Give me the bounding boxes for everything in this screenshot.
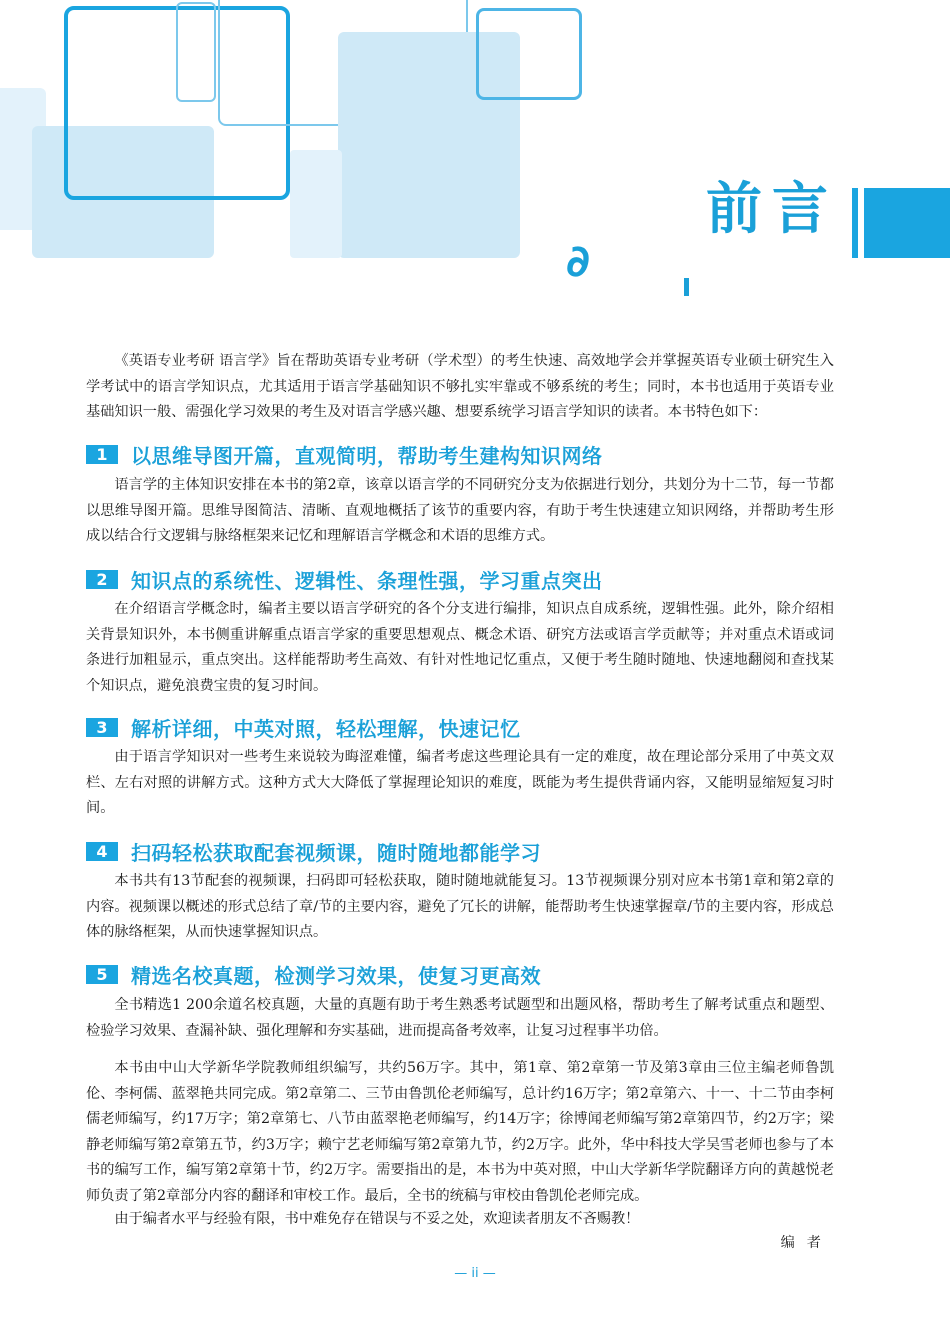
section-title: 以思维导图开篇，直观简明，帮助考生建构知识网络 [131,443,603,468]
title-accent-block [864,188,950,258]
section-number-badge: 5 [86,965,118,984]
section-heading [86,836,541,866]
decor-square [176,2,216,102]
decor-glyph: ∂ [566,236,590,287]
section-number-badge: 4 [86,842,118,861]
section-number-badge: 2 [86,570,118,589]
section-heading [86,439,603,469]
section-title: 精选名校真题，检测学习效果，使复习更高效 [131,963,541,988]
section-title: 解析详细，中英对照，轻松理解，快速记忆 [131,716,521,741]
decor-square [476,8,582,100]
section-title: 知识点的系统性、逻辑性、条理性强，学习重点突出 [131,568,603,593]
section-number-badge: 3 [86,718,118,737]
title-accent-bar [852,188,858,258]
section-heading [86,564,603,594]
section-paragraph: 在介绍语言学概念时，编者主要以语言学研究的各个分支进行编排，知识点自成系统，逻辑性强。此外，除介绍相关背景知识外，本书侧重讲解重点语言学家的重要思想观点、概念术语、研究方法或语言学贡献等；并对重点术语或词条进行加粗显示，重点突出。这样能帮助考生高效、有针对性地记忆重点，又便于考生随时随地、快速地翻阅和查找某个知识点，避免浪费宝贵的复习时间。 [86,601,834,694]
section-paragraph: 全书精选1 200余道名校真题，大量的真题有助于考生熟悉考试题型和出题风格，帮助考生了解考试重点和题型、检验学习效果、查漏补缺、强化理解和夯实基础，进而提高备考效率，让复习过程事半功倍。 [86,997,834,1039]
authors-paragraph: 本书由中山大学新华学院教师组织编写，共约56万字。其中，第1章、第2章第一节及第3章由三位主编老师鲁凯伦、李柯儒、蓝翠艳共同完成。第2章第二、三节由鲁凯伦老师编写，总计约16万字；第2章第六、十一、十二节由李柯儒老师编写，约17万字；第2章第七、八节由蓝翠艳老师编写，约14万字；徐博闻老师编写第2章第四节，约2万字；梁静老师编写第2章第五节，约3万字；赖宁艺老师编写第2章第九节，约2万字。此外，华中科技大学吴雪老师也参与了本书的编写工作，编写第2章第十节，约2万字。需要指出的是，本书为中英对照，中山大学新华学院翻译方向的黄越悦老师负责了第2章部分内容的翻译和审校工作。最后，全书的统稿与审校由鲁凯伦老师完成。 [86,1060,834,1204]
section-paragraph: 语言学的主体知识安排在本书的第2章，该章以语言学的不同研究分支为依据进行划分，共划分为十二节，每一节都以思维导图开篇。思维导图简洁、清晰、直观地概括了该节的重要内容，有助于考生快速建立知识网络，并帮助考生形成以结合行文逻辑与脉络框架来记忆和理解语言学概念和术语的思维方式。 [86,477,834,544]
signature: 编者 [780,1235,833,1251]
section-paragraph: 由于语言学知识对一些考生来说较为晦涩难懂，编者考虑这些理论具有一定的难度，故在理论部分采用了中英文双栏、左右对照的讲解方式。这种方式大大降低了掌握理论知识的难度，既能为考生提供背诵内容，又能明显缩短复习时间。 [86,749,834,816]
page-title: 前言 [706,177,838,242]
section-heading [86,712,521,742]
section-number-badge: 1 [86,445,118,464]
section-paragraph: 本书共有13节配套的视频课，扫码即可轻松获取，随时随地就能复习。13节视频课分别对应本书第1章和第2章的内容。视频课以概述的形式总结了章/节的主要内容，避免了冗长的讲解，能帮助考生快速掌握章/节的主要内容，形成总体的脉络框架，从而快速掌握知识点。 [86,873,834,940]
page-number: — ii — [454,1266,496,1281]
section-heading [86,959,541,989]
section-title: 扫码轻松获取配套视频课，随时随地都能学习 [131,840,541,865]
closing-paragraph: 由于编者水平与经验有限，书中难免存在错误与不妥之处，欢迎读者朋友不吝赐教！ [114,1211,640,1227]
decor-square [290,150,342,258]
intro-paragraph: 《英语专业考研 语言学》旨在帮助英语专业考研（学术型）的考生快速、高效地学会并掌握英语专业硕士研究生入学考试中的语言学知识点，尤其适用于语言学基础知识不够扎实牢靠或不够系统的考生；同时，本书也适用于英语专业基础知识一般、需强化学习效果的考生及对语言学感兴趣、想要系统学习语言学知识的读者。本书特色如下： [86,353,834,420]
decor-glyph [684,278,699,296]
